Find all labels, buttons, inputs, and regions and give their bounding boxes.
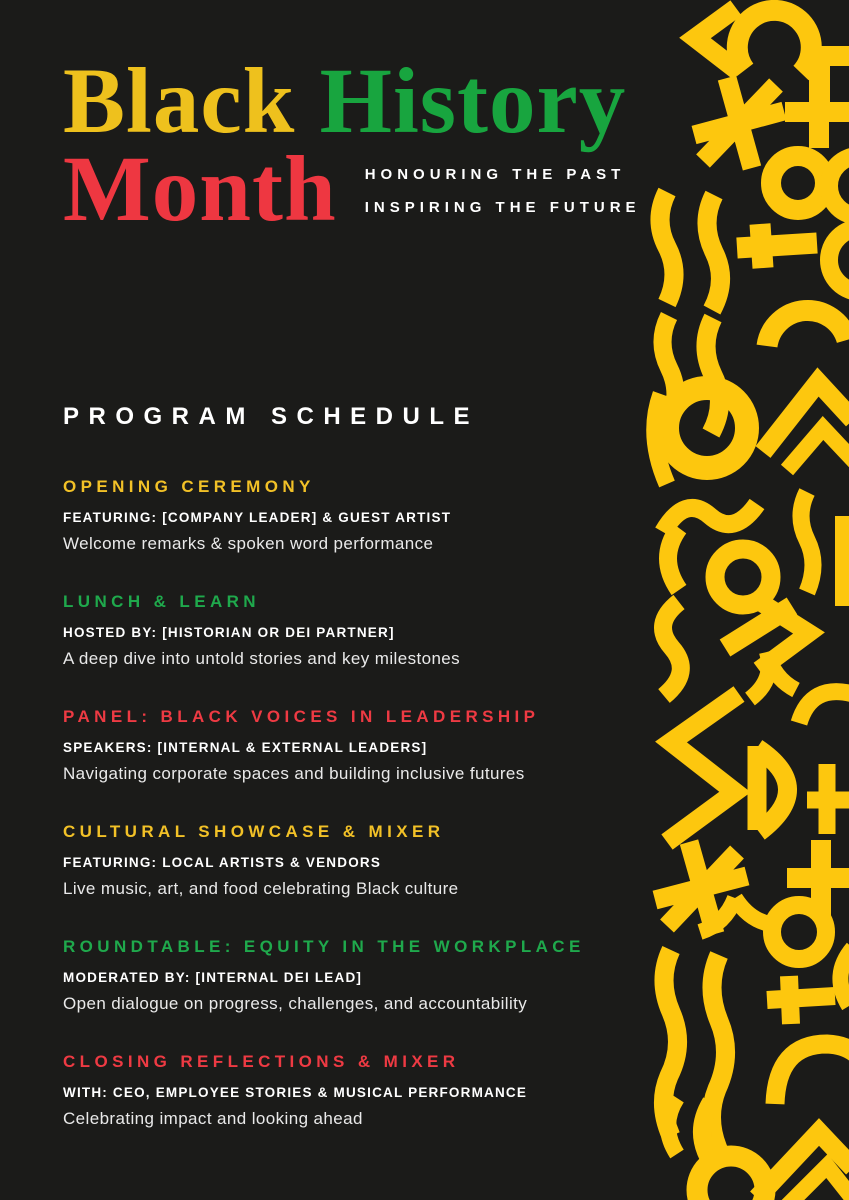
tagline-line-2: INSPIRING THE FUTURE	[364, 199, 641, 216]
event-roundtable-equity	[63, 937, 663, 1014]
wave-icon	[801, 492, 813, 592]
doodle-pattern	[639, 0, 849, 1200]
title-line-2	[63, 138, 663, 241]
donut-icon	[772, 905, 826, 959]
doodle-pattern-icon	[639, 0, 849, 1200]
poster-content	[63, 0, 663, 1128]
event-subtitle: MODERATED BY: [INTERNAL DEI LEAD]	[63, 970, 363, 985]
event-title: LUNCH & LEARN	[63, 592, 260, 611]
arc-icon	[799, 692, 849, 723]
event-subtitle: SPEAKERS: [INTERNAL & EXTERNAL LEADERS]	[63, 740, 428, 755]
event-title: ROUNDTABLE: EQUITY IN THE WORKPLACE	[63, 937, 585, 956]
arc-icon	[737, 10, 811, 73]
event-description: Celebrating impact and looking ahead	[63, 1109, 363, 1128]
schedule-heading: PROGRAM SCHEDULE	[63, 403, 480, 430]
event-title: OPENING CEREMONY	[63, 477, 315, 496]
donut-icon	[697, 1156, 765, 1200]
tagline-line-1: HONOURING THE PAST	[364, 166, 626, 183]
asterisk-icon	[655, 842, 747, 934]
tagline	[365, 158, 641, 232]
arc-icon	[668, 1098, 677, 1154]
arch-icon	[775, 1044, 849, 1104]
title-word-black: Black	[63, 50, 296, 153]
plus-icon	[785, 76, 849, 148]
event-title: CULTURAL SHOWCASE & MIXER	[63, 822, 445, 841]
event-description: Navigating corporate spaces and building inclusive futures	[63, 764, 525, 783]
event-cultural-showcase	[63, 822, 663, 899]
event-title: CLOSING REFLECTIONS & MIXER	[63, 1052, 460, 1071]
poster-title	[63, 50, 663, 241]
event-subtitle: HOSTED BY: [HISTORIAN OR DEI PARTNER]	[63, 625, 395, 640]
event-lunch-and-learn	[63, 592, 663, 669]
event-closing-reflections	[63, 1052, 663, 1129]
event-subtitle: FEATURING: [COMPANY LEADER] & GUEST ARTIST	[63, 510, 452, 525]
program-schedule	[63, 403, 663, 1167]
event-subtitle: FEATURING: LOCAL ARTISTS & VENDORS	[63, 855, 382, 870]
squiggle-icon	[663, 602, 681, 696]
cross-icon	[737, 224, 817, 268]
event-description: A deep dive into untold stories and key milestones	[63, 649, 461, 668]
arch-icon	[757, 746, 788, 832]
event-description: Live music, art, and food celebrating Black culture	[63, 879, 459, 898]
event-title: PANEL: BLACK VOICES IN LEADERSHIP	[63, 707, 540, 726]
arch-icon	[767, 310, 847, 346]
title-word-history: History	[319, 50, 627, 153]
branch-icon	[750, 652, 796, 699]
chevron-icon	[787, 1166, 849, 1200]
arc-icon	[668, 528, 679, 590]
title-word-month: Month	[63, 138, 337, 241]
cross-icon	[807, 764, 849, 834]
wave-icon	[711, 955, 725, 1151]
zigzag-icon	[667, 694, 739, 842]
arc-icon	[840, 948, 849, 1006]
event-opening-ceremony	[63, 477, 663, 554]
wave-icon	[707, 195, 721, 310]
event-subtitle: WITH: CEO, EMPLOYEE STORIES & MUSICAL PERFORMANCE	[63, 1085, 528, 1100]
cross-icon	[767, 976, 835, 1024]
wave-icon	[706, 318, 720, 433]
event-description: Open dialogue on progress, challenges, and accountability	[63, 994, 528, 1013]
event-panel-black-voices	[63, 707, 663, 784]
title-line-1	[63, 50, 663, 153]
donut-icon	[829, 228, 849, 292]
donut-icon	[829, 156, 849, 216]
donut-icon	[771, 156, 825, 210]
asterisk-icon	[694, 78, 784, 168]
event-description: Welcome remarks & spoken word performance	[63, 534, 434, 553]
chevron-icon	[787, 428, 849, 470]
